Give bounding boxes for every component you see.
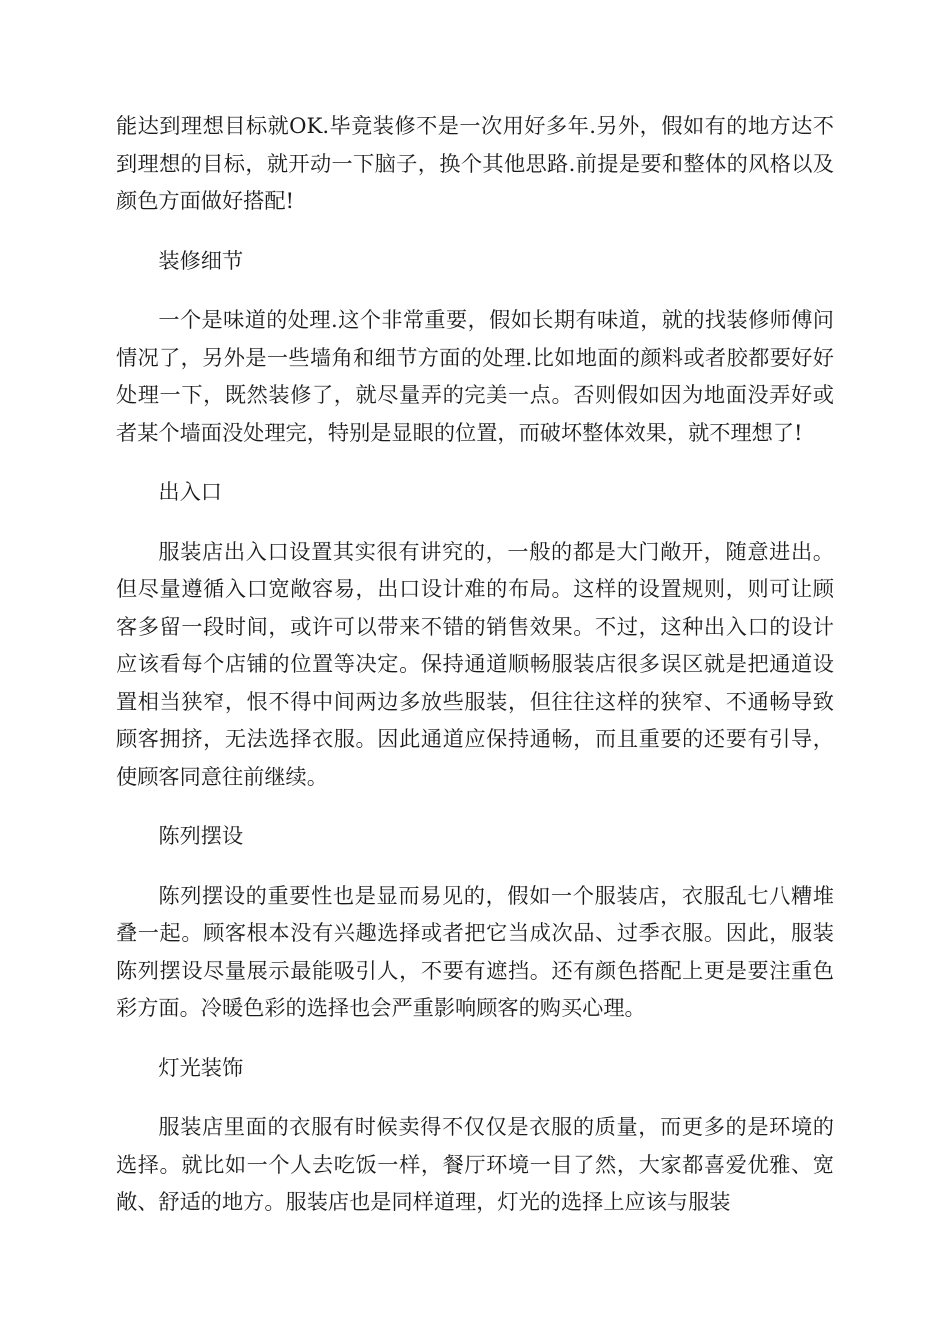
paragraph-lighting: 服装店里面的衣服有时候卖得不仅仅是衣服的质量，而更多的是环境的选择。就比如一个人去吃饭一样，餐厅环境一目了然，大家都喜爱优雅、宽敞、舒适的地方。服装店也是同样道理，灯光的选择上应该与服装 — [116, 1114, 834, 1214]
section-heading-display: 陈列摆设 — [158, 823, 244, 848]
section-heading-entrance: 出入口 — [158, 479, 222, 504]
document-body — [116, 107, 834, 1243]
paragraph-entrance: 服装店出入口设置其实很有讲究的，一般的都是大门敞开，随意进出。但尽量遵循入口宽敞容易，出口设计难的布局。这样的设置规则，则可让顾客多留一段时间，或许可以带来不错的销售效果。不过，这种出入口的设计应该看每个店铺的位置等决定。保持通道顺畅服装店很多误区就是把通道设置相当狭窄，恨不得中间两边多放些服装，但往往这样的狭窄、不通畅导致顾客拥挤，无法选择衣服。因此通道应保持通畅，而且重要的还要有引导，使顾客同意往前继续。 — [116, 538, 834, 789]
section-heading-decoration-details: 装修细节 — [158, 247, 244, 273]
section-heading-lighting: 灯光装饰 — [158, 1054, 244, 1080]
paragraph-continued: 能达到理想目标就OK.毕竟装修不是一次用好多年.另外，假如有的地方达不到理想的目标，就开动一下脑子，换个其他思路.前提是要和整体的风格以及颜色方面做好搭配! — [116, 113, 834, 213]
paragraph-display: 陈列摆设的重要性也是显而易见的，假如一个服装店，衣服乱七八糟堆叠一起。顾客根本没有兴趣选择或者把它当成次品、过季衣服。因此，服装陈列摆设尽量展示最能吸引人，不要有遮挡。还有颜色搭配上更是要注重色彩方面。冷暖色彩的选择也会严重影响顾客的购买心理。 — [116, 882, 834, 1020]
paragraph-decoration-details: 一个是味道的处理.这个非常重要，假如长期有味道，就的找装修师傅问情况了，另外是一些墙角和细节方面的处理.比如地面的颜料或者胶都要好好处理一下，既然装修了，就尽量弄的完美一点。否则假如因为地面没弄好或者某个墙面没处理完，特别是显眼的位置，而破坏整体效果，就不理想了! — [116, 307, 834, 445]
